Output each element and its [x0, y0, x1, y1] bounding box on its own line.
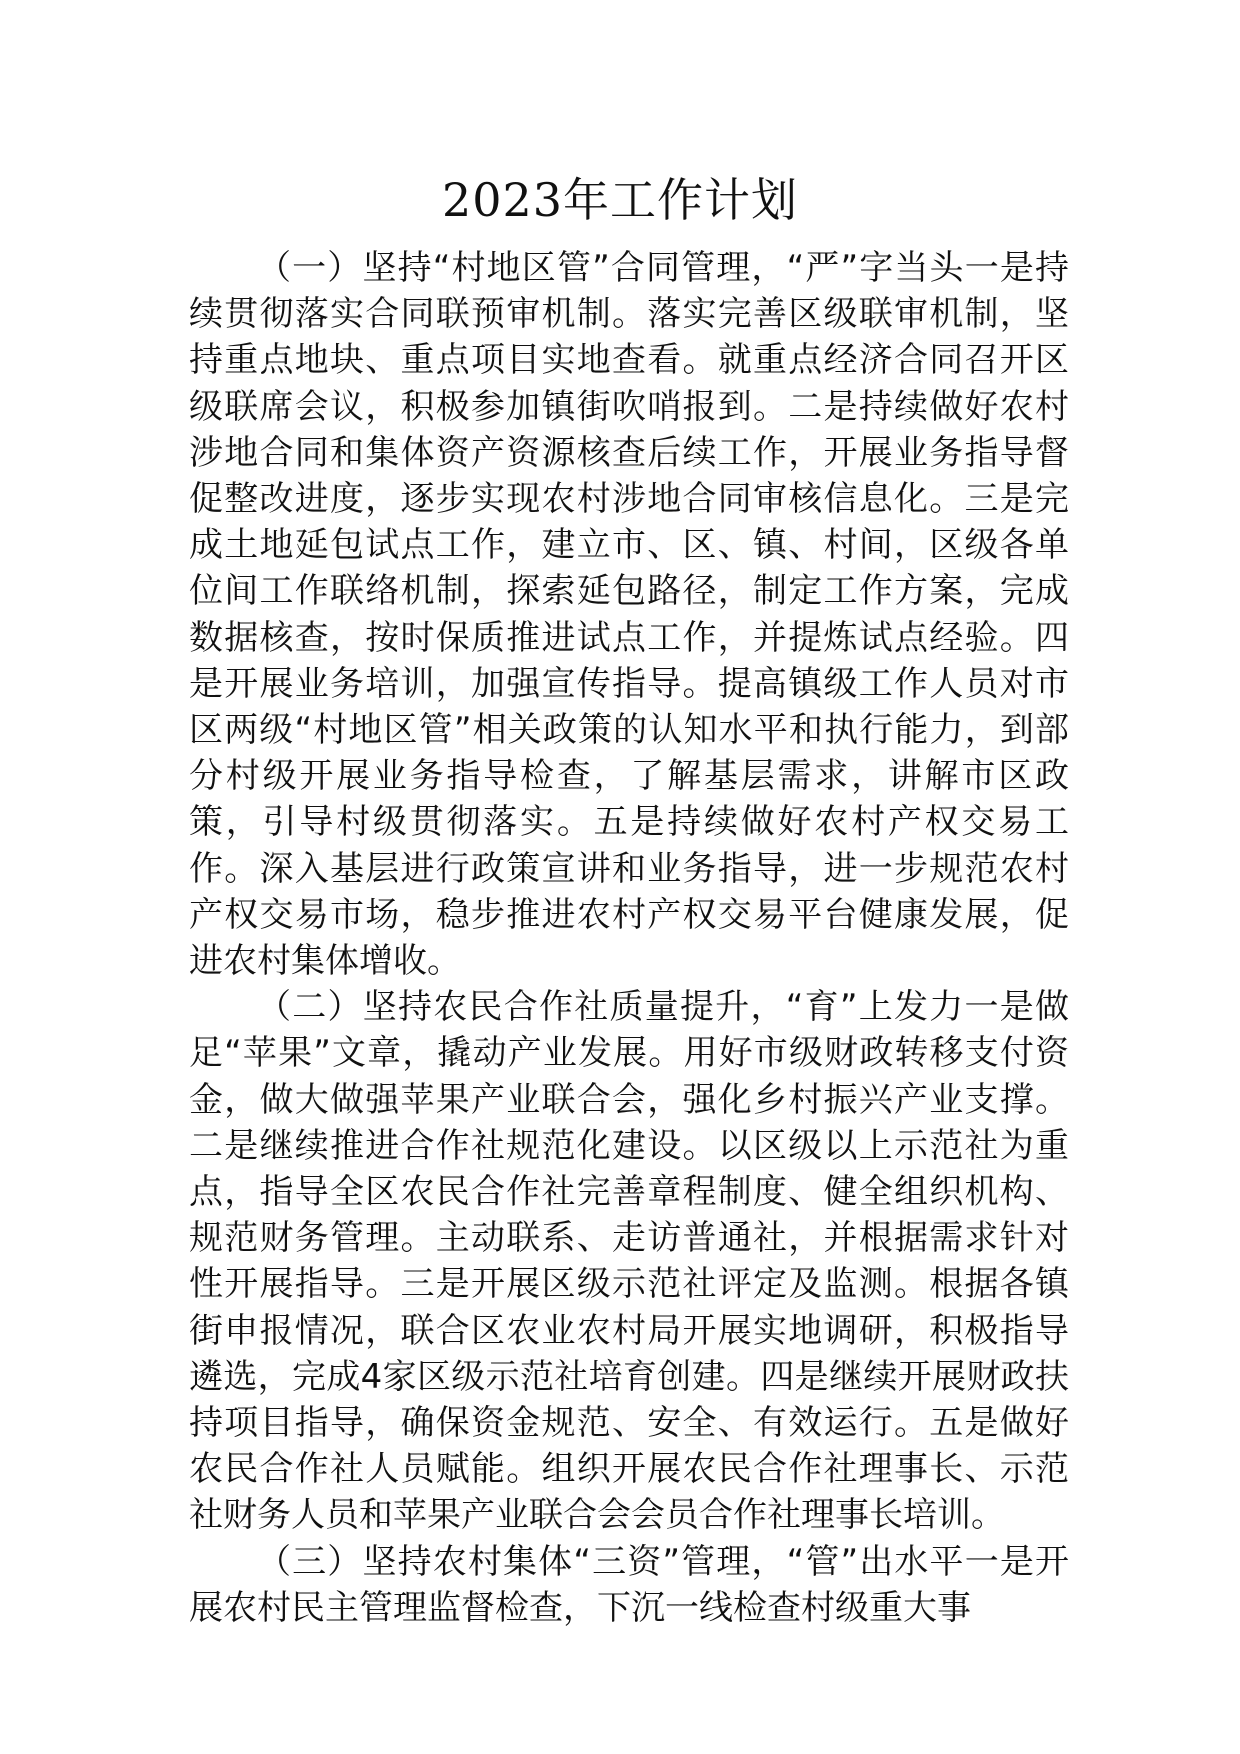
paragraph-2: （二）坚持农民合作社质量提升，“育”上发力一是做足“苹果”文章，撬动产业发展。用好市级财政转移支付资金，做大做强苹果产业联合会，强化乡村振兴产业支撑。二是继续推进合作社规范化建设。以区级以上示范社为重点，指导全区农民合作社完善章程制度、健全组织机构、规范财务管理。主动联系、走访普通社，并根据需求针对性开展指导。三是开展区级示范社评定及监测。根据各镇街申报情况，联合区农业农村局开展实地调研，积极指导遴选，完成4家区级示范社培育创建。四是继续开展财政扶持项目指导，确保资金规范、安全、有效运行。五是做好农民合作社人员赋能。组织开展农民合作社理事长、示范社财务人员和苹果产业联合会会员合作社理事长培训。	[189, 987, 1069, 1536]
document-title: 2023年工作计划	[441, 173, 799, 227]
paragraph-1: （一）坚持“村地区管”合同管理，“严”字当头一是持续贯彻落实合同联预审机制。落实完善区级联审机制，坚持重点地块、重点项目实地查看。就重点经济合同召开区级联席会议，积极参加镇街吹哨报到。二是持续做好农村涉地合同和集体资产资源核查后续工作，开展业务指导督促整改进度，逐步实现农村涉地合同审核信息化。三是完成土地延包试点工作，建立市、区、镇、村间，区级各单位间工作联络机制，探索延包路径，制定工作方案，完成数据核查，按时保质推进试点工作，并提炼试点经验。四是开展业务培训，加强宣传指导。提高镇级工作人员对市区两级“村地区管”相关政策的认知水平和执行能力，到部分村级开展业务指导检查，了解基层需求，讲解市区政策，引导村级贯彻落实。五是持续做好农村产权交易工作。深入基层进行政策宣讲和业务指导，进一步规范农村产权交易市场，稳步推进农村产权交易平台健康发展，促进农村集体增收。	[189, 248, 1069, 982]
document-body	[189, 245, 1069, 1631]
paragraph-3: （三）坚持农村集体“三资”管理，“管”出水平一是开展农村民主管理监督检查，下沉一线检查村级重大事	[189, 1541, 1069, 1628]
